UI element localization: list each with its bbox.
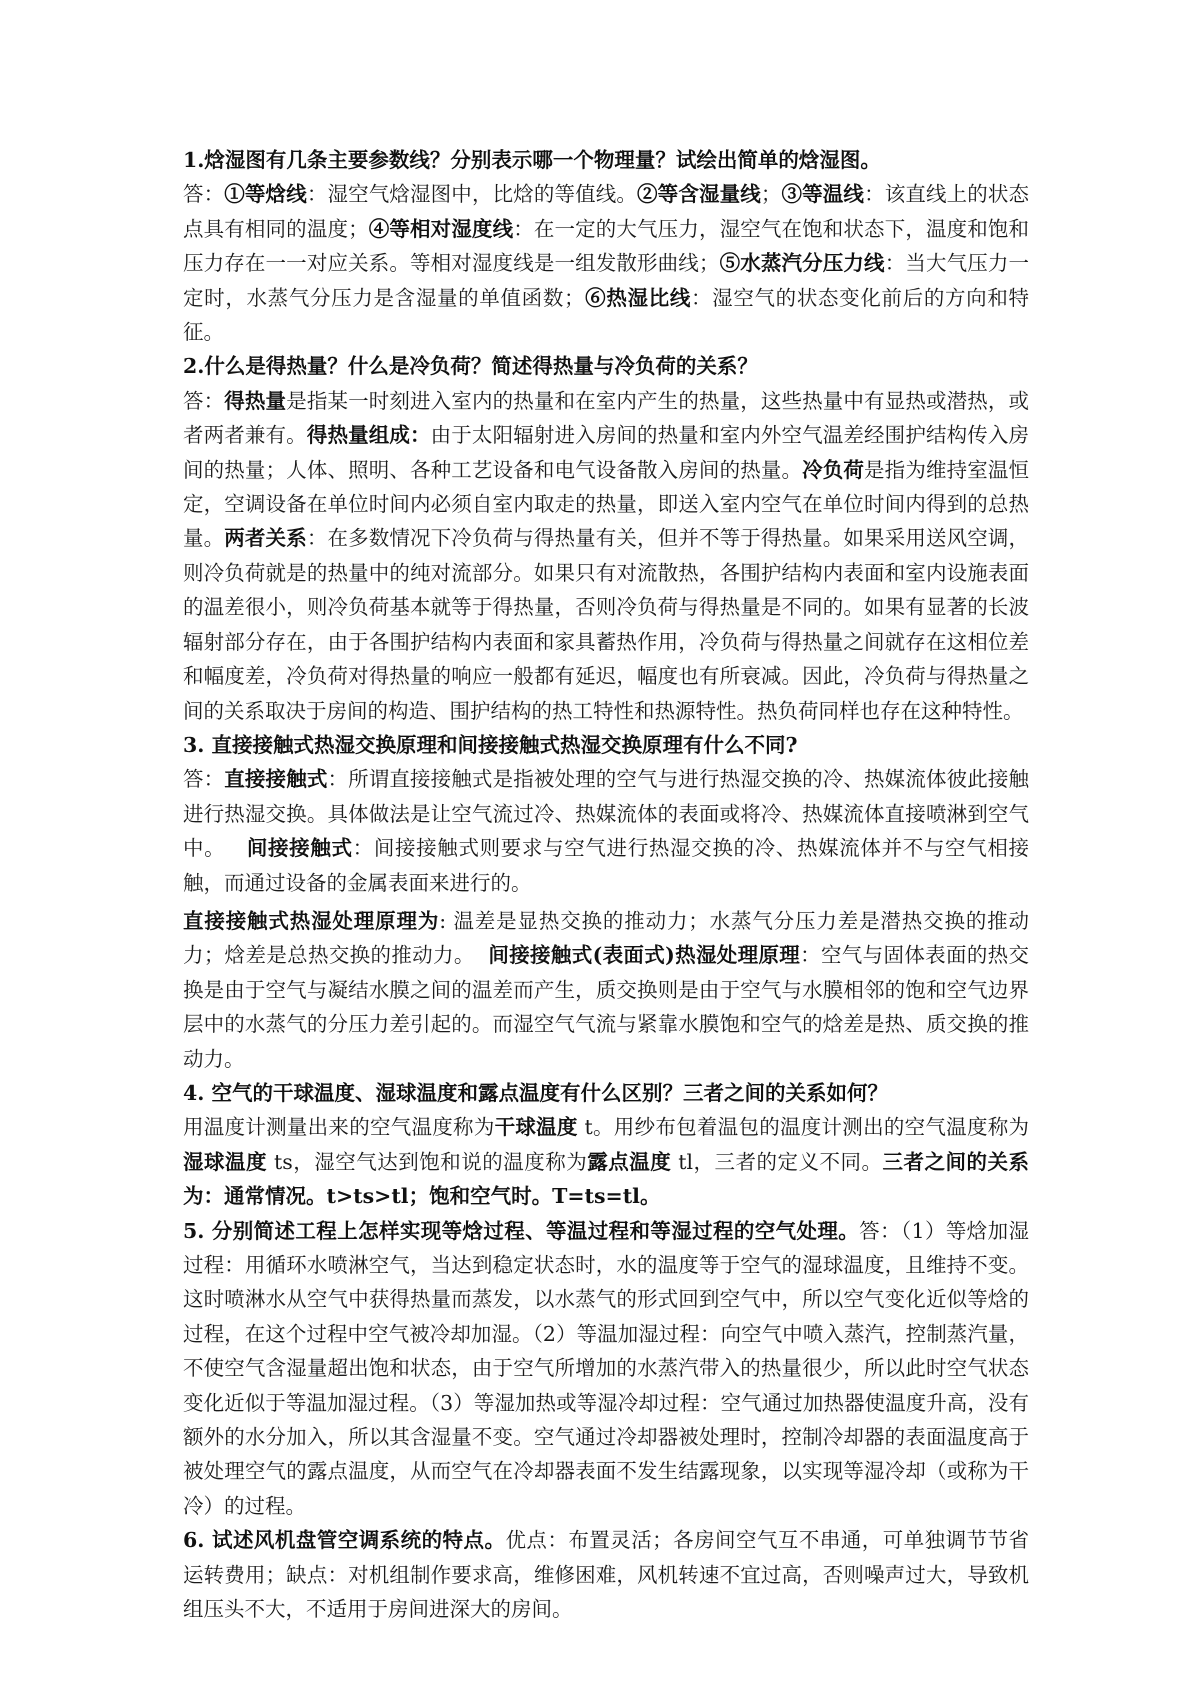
term-dew-point: 露点温度 <box>587 1149 672 1174</box>
term-isotherm-line: ③等温线 <box>781 182 865 207</box>
answer-1 <box>183 177 1029 349</box>
question-6-title: 6. 试述风机盘管空调系统的特点。 <box>183 1528 506 1553</box>
answer-text: ：在一定的大气压力，湿空气在饱和状态下，温度和饱和压力存在一一对应关系。等相对湿度线是一组发散形曲线； <box>183 216 1030 276</box>
term-cooling-load: 冷负荷 <box>802 457 865 482</box>
answer-text: ：间接接触式则要求与空气进行热湿交换的冷、热媒流体并不与空气相接触，而通过设备的金属表面来进行的。 <box>183 836 1030 895</box>
term-relative-humidity-line: ④等相对湿度线 <box>368 216 514 241</box>
answer-text: ：所谓直接接触式是指被处理的空气与进行热湿交换的冷、热媒流体彼此接触进行热湿交换。具体做法是让空气流过冷、热媒流体的表面或将冷、热媒流体直接喷淋到空气中。 <box>183 767 1030 861</box>
term-heat-gain-composition: 得热量组成： <box>306 423 431 448</box>
question-3-title: 3. 直接接触式热湿交换原理和间接接触式热湿交换原理有什么不同? <box>183 732 798 757</box>
answer-6 <box>183 1523 1029 1626</box>
term-isenthalpic-line: ①等焓线 <box>224 182 307 207</box>
term-dry-bulb: 干球温度 <box>494 1115 578 1140</box>
answer-text: 由于太阳辐射进入房间的热量和室内外空气温差经围护结构传入房间的热量；人体、照明、各种工艺设备和电气设备散入房间的热量。 <box>183 423 1030 482</box>
answer-text: t。用纱布包着温包的温度计测出的空气温度称为 <box>584 1115 1029 1140</box>
term-wet-bulb: 湿球温度 <box>183 1149 267 1174</box>
answer-5 <box>183 1214 1029 1524</box>
term-heat-gain: 得热量 <box>224 388 287 413</box>
term-direct-contact: 直接接触式 <box>224 767 328 792</box>
answer-text: ：在多数情况下冷负荷与得热量有关，但并不等于得热量。如果采用送风空调，则冷负荷就是的热量中的纯对流部分。如果只有对流散热，各围护结构内表面和室内设施表面的温差很小，则冷负荷基本就等于得热量，否则冷负荷与得热量是不同的。如果有显著的长波辐射部分存在，由于各围护结构内表面和家具蓄热作用，冷负荷与得热量之间就存在这相位差和幅度差，冷负荷对得热量的响应一般都有延迟，幅度也有所衰减。因此，冷负荷与得热量之间的关系取决于房间的构造、围护结构的热工特性和热源特性。热负荷同样也存在这种特性。 <box>183 526 1030 723</box>
term-vapor-pressure-line: ⑤水蒸汽分压力线 <box>719 251 885 276</box>
answer-text: 用温度计测量出来的空气温度称为 <box>183 1115 495 1140</box>
answer-text: ：空气与固体表面的热交换是由于空气与凝结水膜之间的温差而产生，质交换则是由于空气与水膜相邻的饱和空气边界层中的水蒸气的分压力差引起的。而湿空气气流与紧靠水膜饱和空气的焓差是热、质交换的推动力。 <box>183 943 1029 1071</box>
answer-text: tl，三者的定义不同。 <box>678 1149 883 1174</box>
answer-text: ； <box>760 182 782 207</box>
question-4-title: 4. 空气的干球温度、湿球温度和露点温度有什么区别？三者之间的关系如何？ <box>183 1080 889 1105</box>
question-2-title: 2.什么是得热量？什么是冷负荷？简述得热量与冷负荷的关系？ <box>183 354 758 379</box>
answer-prefix: 答： <box>183 767 225 792</box>
question-5-title: 5. 分别简述工程上怎样实现等焓过程、等温过程和等湿过程的空气处理。 <box>183 1218 860 1243</box>
answer-3 <box>183 762 1029 900</box>
answer-prefix: 答： <box>183 182 225 207</box>
question-1-title: 1.焓湿图有几条主要参数线？分别表示哪一个物理量？试绘出简单的焓湿图。 <box>183 148 881 172</box>
answer-text: 答：（1）等焓加湿过程：用循环水喷淋空气，当达到稳定状态时，水的温度等于空气的湿球温度，且维持不变。这时喷淋水从空气中获得热量而蒸发，以水蒸气的形式回到空气中，所以空气变化近似等焓的过程，在这个过程中空气被冷却加湿。（2）等温加湿过程：向空气中喷入蒸汽，控制蒸汽量，不使空气含湿量超出饱和状态，由于空气所增加的水蒸汽带入的热量很少，所以此时空气状态变化近似于等温加湿过程。（3）等湿加热或等湿冷却过程：空气通过加热器使温度升高，没有额外的水分加入，所以其含湿量不变。空气通过冷却器被处理时，控制冷却器的表面温度高于被处理空气的露点温度，从而空气在冷却器表面不发生结露现象，以实现等湿冷却（或称为干冷）的过程。 <box>183 1218 1029 1518</box>
term-moisture-content-line: ②等含湿量线 <box>637 182 761 207</box>
term-relationship: 两者关系 <box>224 526 307 551</box>
answer-3-principles <box>183 904 1029 1076</box>
document-body <box>183 143 1029 1626</box>
term-indirect-principle: 间接接触式(表面式)热湿处理原理 <box>488 943 801 968</box>
answer-text: 优点：布置灵活；各房间空气互不串通，可单独调节节省运转费用；缺点：对机组制作要求高，维修困难，风机转速不宜过高，否则噪声过大，导致机组压头不大，不适用于房间进深大的房间。 <box>183 1528 1029 1622</box>
answer-text: 是指为维持室温恒定，空调设备在单位时间内必须自室内取走的热量，即送入室内空气在单位时间内得到的总热量。 <box>183 457 1030 551</box>
answer-2 <box>183 384 1029 728</box>
answer-prefix: 答： <box>183 388 225 413</box>
answer-text: ：该直线上的状态点具有相同的温度； <box>183 182 1030 241</box>
answer-text: ：湿空气焓湿图中，比焓的等值线。 <box>306 182 638 207</box>
answer-text: ：当大气压力一定时，水蒸气分压力是含湿量的单值函数； <box>183 251 1030 310</box>
term-three-relationship: 三者之间的关系为：通常情况。t>ts>tl；饱和空气时。T=ts=tl。 <box>183 1149 1029 1209</box>
answer-text: : 温差是显热交换的推动力；水蒸气分压力差是潜热交换的推动力；焓差是总热交换的推动力。 <box>183 908 1030 968</box>
answer-text: ts，湿空气达到饱和说的温度称为 <box>274 1149 588 1174</box>
answer-4 <box>183 1110 1029 1213</box>
answer-text: 是指某一时刻进入室内的热量和在室内产生的热量，这些热量中有显热或潜热，或者两者兼有。 <box>183 388 1030 448</box>
term-indirect-contact: 间接接触式 <box>246 836 353 861</box>
term-direct-principle: 直接接触式热湿处理原理为 <box>183 908 440 933</box>
answer-text: ：湿空气的状态变化前后的方向和特征。 <box>183 285 1029 345</box>
term-heat-moisture-ratio-line: ⑥热湿比线 <box>584 285 691 310</box>
